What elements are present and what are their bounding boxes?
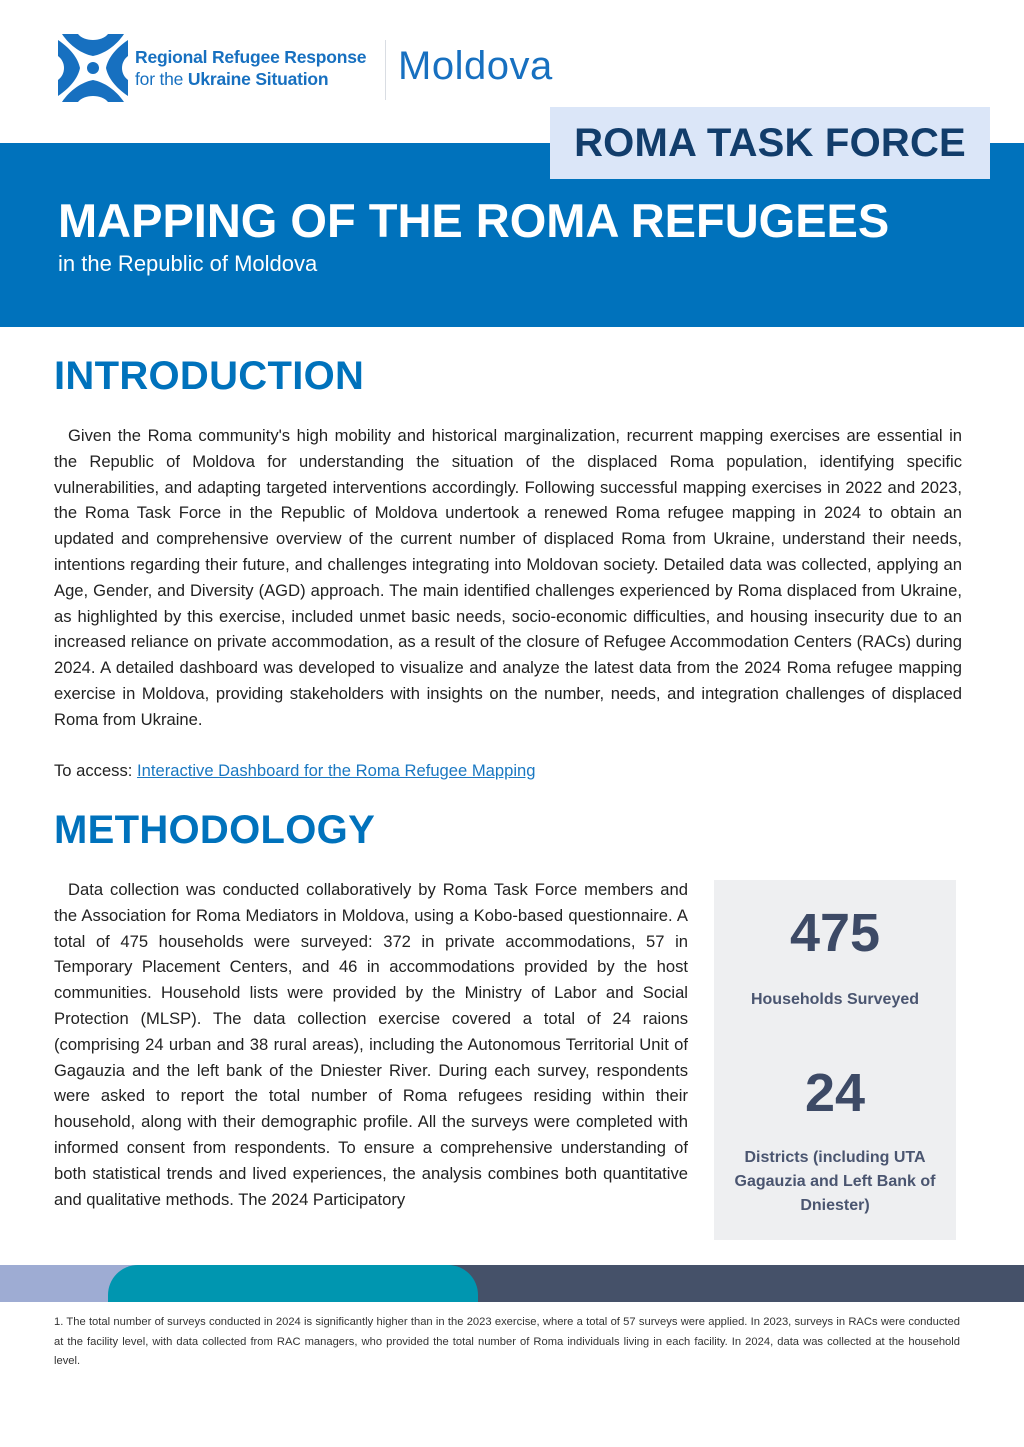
logo-line-2-prefix: for the — [135, 69, 188, 89]
methodology-paragraph — [54, 877, 688, 1212]
page-title: MAPPING OF THE ROMA REFUGEES — [58, 194, 890, 247]
methodology-text: Data collection was conducted collaboratively by Roma Task Force members and the Association for Roma Mediators in Moldova, using a Kobo-based questionnaire. A total of 475 households were surveyed: 372 in private accommodations, 57 in Temporary Placement Centers, and 46 in accommodations provided by the host communities. Household lists were provided by the Ministry of Labor and Social Protection (MLSP). The data collection exercise covered a total of 24 raions (comprising 24 urban and 38 rural areas), including the Autonomous Territorial Unit of Gagauzia and the left bank of the Dniester River. During each survey, respondents were asked to report the total number of Roma refugees residing within their household, along with their demographic profile. All the surveys were completed with informed consent from respondents. To ensure a comprehensive understanding of both statistical trends and lived experiences, the analysis combines both quantitative and qualitative methods. The 2024 Participatory — [54, 880, 688, 1209]
districts-value: 24 — [804, 1063, 866, 1123]
methodology-heading: METHODOLOGY — [54, 808, 376, 852]
dashboard-access — [54, 758, 536, 784]
page-subtitle: in the Republic of Moldova — [58, 251, 318, 276]
logo-line-1: Regional Refugee Response — [135, 47, 367, 67]
dashboard-link[interactable]: Interactive Dashboard for the Roma Refugee Mapping — [137, 761, 536, 780]
access-label: To access: — [54, 761, 138, 780]
households-surveyed-label: Households Surveyed — [750, 991, 920, 1008]
introduction-paragraph — [54, 423, 962, 733]
stats-card — [714, 880, 956, 1240]
logo-line-2-bold: Ukraine Situation — [187, 69, 329, 89]
households-surveyed-value: 475 — [789, 903, 881, 963]
introduction-text: Given the Roma community's high mobility and historical marginalization, recurrent mapping exercises are essential in the Republic of Moldova for understanding the situation of the displaced Roma population, identifying specific vulnerabilities, and adapting targeted interventions accordingly. Following successful mapping exercises in 2022 and 2023, the Roma Task Force in the Republic of Moldova undertook a renewed Roma refugee mapping in 2024 to obtain an updated and comprehensive overview of the current number of displaced Roma from Ukraine, understand their needs, intentions regarding their future, and challenges integrating into Moldovan society. Detailed data was collected, applying an Age, Gender, and Diversity (AGD) approach. The main identified challenges experienced by Roma displaced from Ukraine, as highlighted by this exercise, included unmet basic needs, socio-economic difficulties, and housing insecurity due to an increased reliance on private accommodation, as a result of the closure of Refugee Accommodation Centers (RACs) during 2024. A detailed dashboard was developed to visualize and analyze the latest data from the 2024 Roma refugee mapping exercise in Moldova, providing stakeholders with insights on the number, needs, and integration challenges of displaced Roma from Ukraine. — [54, 426, 962, 729]
logo-text — [135, 46, 366, 90]
task-force-badge — [550, 107, 990, 179]
districts-label: Districts (including UTA Gagauzia and Left Bank of Dniester) — [734, 1149, 936, 1214]
footer-band-dark — [400, 1265, 1024, 1302]
task-force-label: ROMA TASK FORCE — [574, 120, 966, 165]
footer-band-teal — [108, 1265, 478, 1302]
regional-refugee-response-icon — [56, 32, 130, 104]
introduction-heading: INTRODUCTION — [54, 354, 365, 398]
logo-line-2 — [135, 68, 366, 90]
logo-divider — [385, 40, 386, 100]
country-name: Moldova — [398, 44, 553, 88]
footnote: 1. The total number of surveys conducted in 2024 is significantly higher than in the 2023 exercise, where a total of 57 surveys were applied. In 2023, surveys in RACs were conducted at the facility level, with data collected from RAC managers, who provided the total number of Roma individuals living in each facility. In 2024, data was collected at the household level. — [54, 1316, 960, 1367]
